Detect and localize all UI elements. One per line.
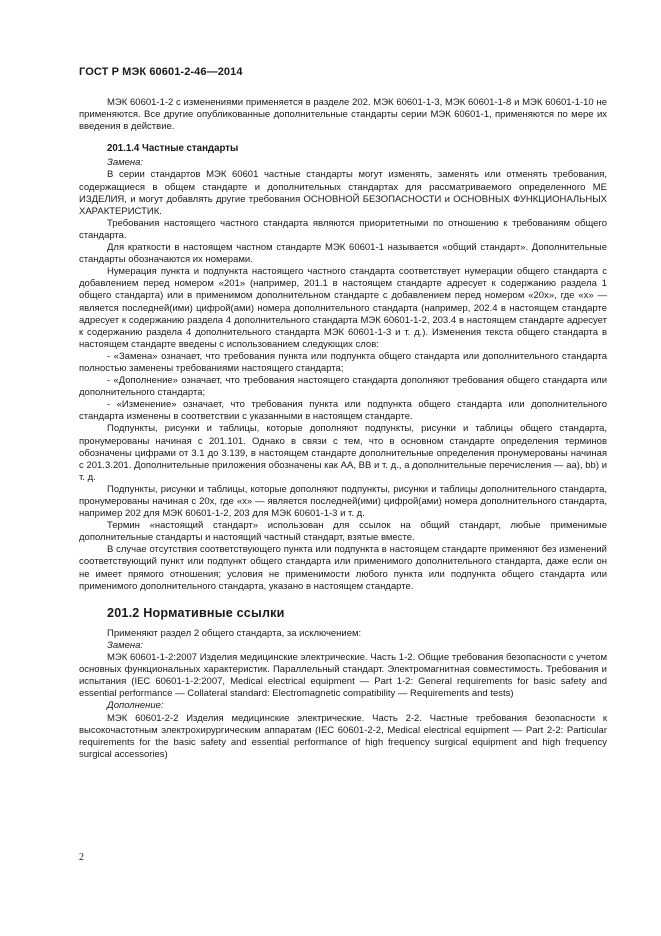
- paragraph: В серии стандартов МЭК 60601 частные стандарты могут изменять, заменять или отменять требования, содержащиеся в общем стандарте и дополнительных стандартах для рассматриваемого определенного МЕ ИЗДЕЛИЯ, и могут добавлять другие требования ОСНОВНОЙ БЕЗОПАСНОСТИ и ОСНОВНЫХ ФУНКЦИОНАЛЬНЫХ ХАРАКТЕРИСТИК.: [79, 169, 607, 217]
- list-item: - «Изменение» означает, что требования пункта или подпункта общего стандарта или дополнительного стандарта изменены в соответствии с указанными в настоящем стандарте.: [79, 399, 607, 423]
- document-body: [79, 97, 607, 761]
- paragraph: Для краткости в настоящем частном стандарте МЭК 60601-1 называется «общий стандарт». Дополнительные стандарты обозначаются их номерами.: [79, 242, 607, 266]
- paragraph: Нумерация пункта и подпункта настоящего частного стандарта соответствует нумерации общего стандарта с добавлением перед номером «201» (например, 201.1 в настоящем стандарте адресует к содержанию раздела 1 общего стандарта) или в применимом дополнительном стандарте с добавлением перед номером «20x», где «x» — является последней(ими) цифрой(ами) номера дополнительного стандарта (например, 202.4 в настоящем стандарте адресует к содержанию раздела 4 дополнительного стандарта МЭК 60601-1-2, 203.4 в настоящем стандарте адресует к содержанию раздела 4 дополнительного стандарта МЭК 60601-1-3 и т. д.). Изменения текста общего стандарта в настоящем стандарте введены с использованием следующих слов:: [79, 266, 607, 350]
- paragraph: Требования настоящего частного стандарта являются приоритетными по отношению к требованиям общего стандарта.: [79, 217, 607, 241]
- reference-entry: МЭК 60601-1-2:2007 Изделия медицинские электрические. Часть 1-2. Общие требования безопасности с учетом основных функциональных характеристик. Параллельный стандарт. Электромагнитная совместимость. Требования и испытания (IEC 60601-1-2:2007, Medical electrical equipment — Part 1-2: General requirements for basic safety and essential performance — Collateral standard: Electromagnetic compatibility — Requirements and tests): [79, 652, 607, 700]
- paragraph: Применяют раздел 2 общего стандарта, за исключением:: [107, 627, 362, 639]
- paragraph: Термин «настоящий стандарт» использован для ссылок на общий стандарт, любые применимые дополнительные стандарты и настоящий частный стандарт, взятые вместе.: [79, 520, 607, 544]
- paragraph: Подпункты, рисунки и таблицы, которые дополняют подпункты, рисунки и таблицы дополнительного стандарта, пронумерованы начиная с 20x, где «x» — является последней(ими) цифрой(ами) номера дополнительного стандарта, например 202 для МЭК 60601-1-2, 203 для МЭК 60601-1-3 и т. д.: [79, 483, 607, 520]
- page-number: 2: [79, 852, 84, 863]
- section-heading-201-2: 201.2 Нормативные ссылки: [107, 605, 285, 620]
- addition-label: Дополнение:: [107, 700, 164, 712]
- list-item: - «Дополнение» означает, что требования настоящего стандарта дополняют требования общего стандарта или дополнительного стандарта;: [79, 375, 607, 399]
- list-item: - «Замена» означает, что требования пункта или подпункта общего стандарта или дополнительного стандарта полностью заменены требованиями настоящего стандарта;: [79, 350, 607, 374]
- reference-entry: МЭК 60601-2-2 Изделия медицинские электрические. Часть 2-2. Частные требования безопасности к высокочастотным электрохирургическим аппаратам (IEC 60601-2-2, Medical electrical equipment — Part 2-2: Particular requirements for the basic safety and essential performance of high frequency surgical equipment and high frequency surgical accessories): [79, 712, 607, 760]
- section-heading-201-1-4: 201.1.4 Частные стандарты: [107, 143, 239, 155]
- replacement-label: Замена:: [107, 639, 144, 651]
- intro-paragraph: МЭК 60601-1-2 с изменениями применяется в разделе 202. МЭК 60601-1-3, МЭК 60601-1-8 и МЭК 60601-1-10 не применяются. Все другие опубликованные дополнительные стандарты серии МЭК 60601-1, применяются по мере их введения в действие.: [79, 97, 607, 133]
- document-header: ГОСТ Р МЭК 60601-2-46—2014: [79, 66, 243, 78]
- paragraph: Подпункты, рисунки и таблицы, которые дополняют подпункты, рисунки и таблицы общего стандарта, пронумерованы начиная с 201.101. Однако в связи с тем, что в основном стандарте определения терминов обозначены цифрами от 3.1 до 3.139, в настоящем стандарте дополнительные определения пронумерованы начиная с 201.3.201. Дополнительные приложения обозначены как АА, ВВ и т. д., а дополнительные перечисления — аа), bb) и т. д.: [79, 423, 607, 483]
- replacement-label: Замена:: [107, 157, 144, 169]
- paragraph: В случае отсутствия соответствующего пункта или подпункта в настоящем стандарте применяют без изменений соответствующий пункт или подпункт общего стандарта или применимого дополнительного стандарта, даже если он не имеет прямого отношения; условия не применимости любого пункта или подпункта общего стандарта или применимого дополнительного стандарта, указано в настоящем стандарте.: [79, 544, 607, 592]
